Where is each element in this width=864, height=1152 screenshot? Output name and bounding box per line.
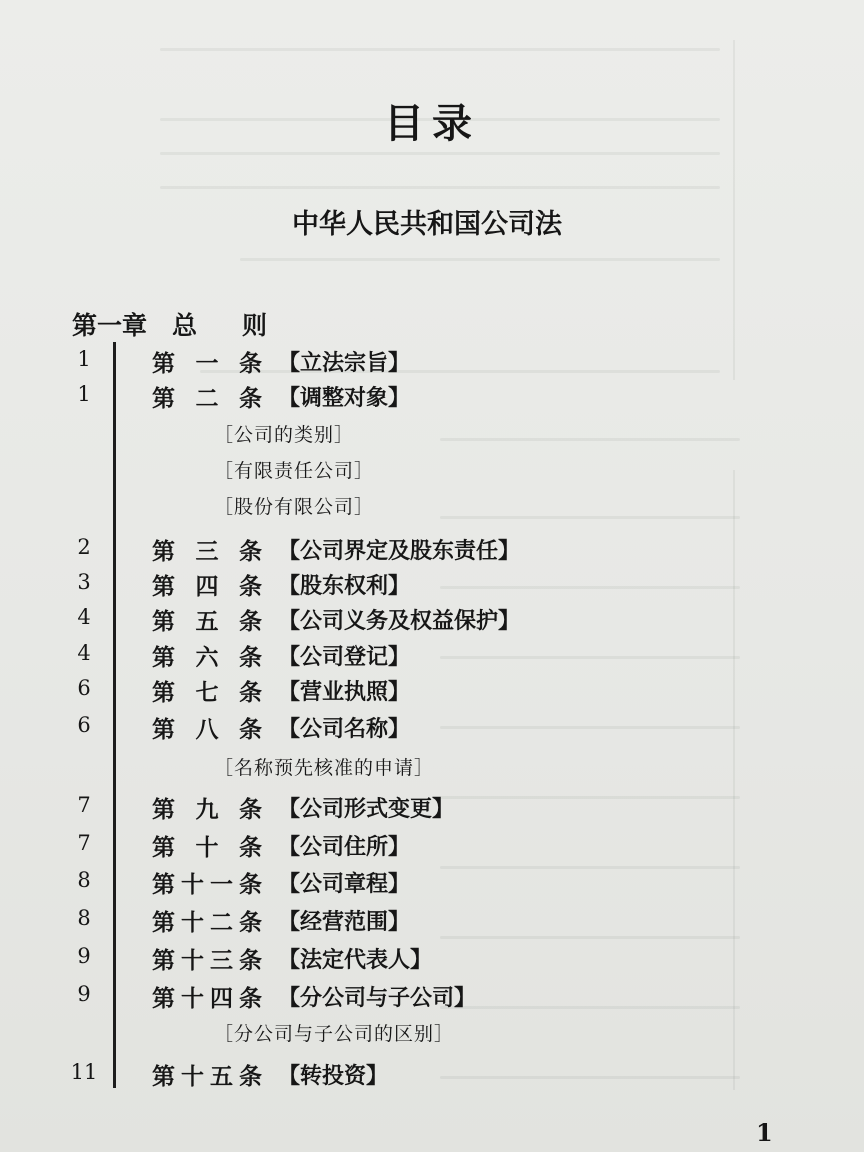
entry-page: 1: [77, 347, 91, 371]
entry-topic: 【公司义务及权益保护】: [278, 609, 521, 634]
entry-page: 4: [77, 605, 91, 629]
entry-page: 6: [77, 713, 91, 737]
toc-subentry: ［公司的类别］: [214, 424, 355, 446]
entry-page: 8: [77, 868, 91, 892]
page-number: 1: [756, 1118, 773, 1147]
entry-article: 第二条: [152, 386, 262, 412]
entry-topic: 【公司登记】: [278, 645, 411, 670]
toc-subentry: ［分公司与子公司的区别］: [214, 1023, 455, 1045]
toc-entry: [0, 827, 864, 861]
entry-topic: 【分公司与子公司】: [278, 986, 477, 1011]
toc-entry: [0, 566, 864, 600]
toc-entry: [0, 864, 864, 898]
entry-article: 第四条: [152, 574, 262, 600]
entry-article: 第八条: [152, 717, 262, 743]
entry-page: 3: [77, 570, 91, 594]
toc-entry: [0, 1056, 864, 1090]
chapter-title-part: 则: [242, 311, 268, 340]
law-title: 中华人民共和国公司法: [292, 209, 562, 240]
entry-topic: 【立法宗旨】: [278, 351, 411, 376]
entry-page: 9: [77, 982, 91, 1006]
entry-topic: 【营业执照】: [278, 680, 411, 705]
toc-entry: [0, 601, 864, 635]
entry-article: 第七条: [152, 680, 262, 706]
chapter-label: 第一章: [72, 311, 148, 340]
entry-topic: 【公司形式变更】: [278, 797, 455, 822]
entry-article: 第三条: [152, 539, 262, 565]
entry-page: 8: [77, 906, 91, 930]
entry-topic: 【调整对象】: [278, 386, 411, 411]
toc-entry: [0, 672, 864, 706]
entry-page: 4: [77, 641, 91, 665]
toc-entry: [0, 940, 864, 974]
entry-topic: 【公司名称】: [278, 717, 411, 742]
entry-article: 第五条: [152, 609, 262, 635]
entry-article: 第十五条: [152, 1064, 262, 1090]
toc-entry: [0, 637, 864, 671]
entry-article: 第十二条: [152, 910, 262, 936]
entry-topic: 【法定代表人】: [278, 948, 433, 973]
entry-article: 第一条: [152, 351, 262, 377]
entry-page: 11: [70, 1060, 98, 1084]
entry-page: 2: [77, 535, 91, 559]
chapter-heading: [72, 306, 332, 340]
toc-entry: [0, 902, 864, 936]
entry-topic: 【经营范围】: [278, 910, 411, 935]
entry-article: 第十条: [152, 835, 262, 861]
entry-article: 第十四条: [152, 986, 262, 1012]
entry-page: 9: [77, 944, 91, 968]
toc-entry: [0, 378, 864, 412]
toc-entry: [0, 789, 864, 823]
toc-entry: [0, 978, 864, 1012]
entry-topic: 【公司界定及股东责任】: [278, 539, 521, 564]
entry-article: 第六条: [152, 645, 262, 671]
page-title: 目录: [384, 101, 480, 147]
entry-topic: 【转投资】: [278, 1064, 389, 1089]
toc-entry: [0, 531, 864, 565]
entry-page: 7: [77, 793, 91, 817]
entry-article: 第九条: [152, 797, 262, 823]
toc-subentry: ［股份有限公司］: [214, 496, 375, 518]
entry-topic: 【股东权利】: [278, 574, 411, 599]
toc-entry: [0, 709, 864, 743]
toc-subentry: ［名称预先核准的申请］: [214, 757, 435, 779]
entry-page: 1: [77, 382, 91, 406]
entry-topic: 【公司住所】: [278, 835, 411, 860]
entry-article: 第十一条: [152, 872, 262, 898]
toc-subentry: ［有限责任公司］: [214, 460, 375, 482]
entry-page: 7: [77, 831, 91, 855]
chapter-title-part: 总: [172, 311, 198, 340]
entry-topic: 【公司章程】: [278, 872, 411, 897]
entry-article: 第十三条: [152, 948, 262, 974]
entry-page: 6: [77, 676, 91, 700]
toc-entry: [0, 343, 864, 377]
